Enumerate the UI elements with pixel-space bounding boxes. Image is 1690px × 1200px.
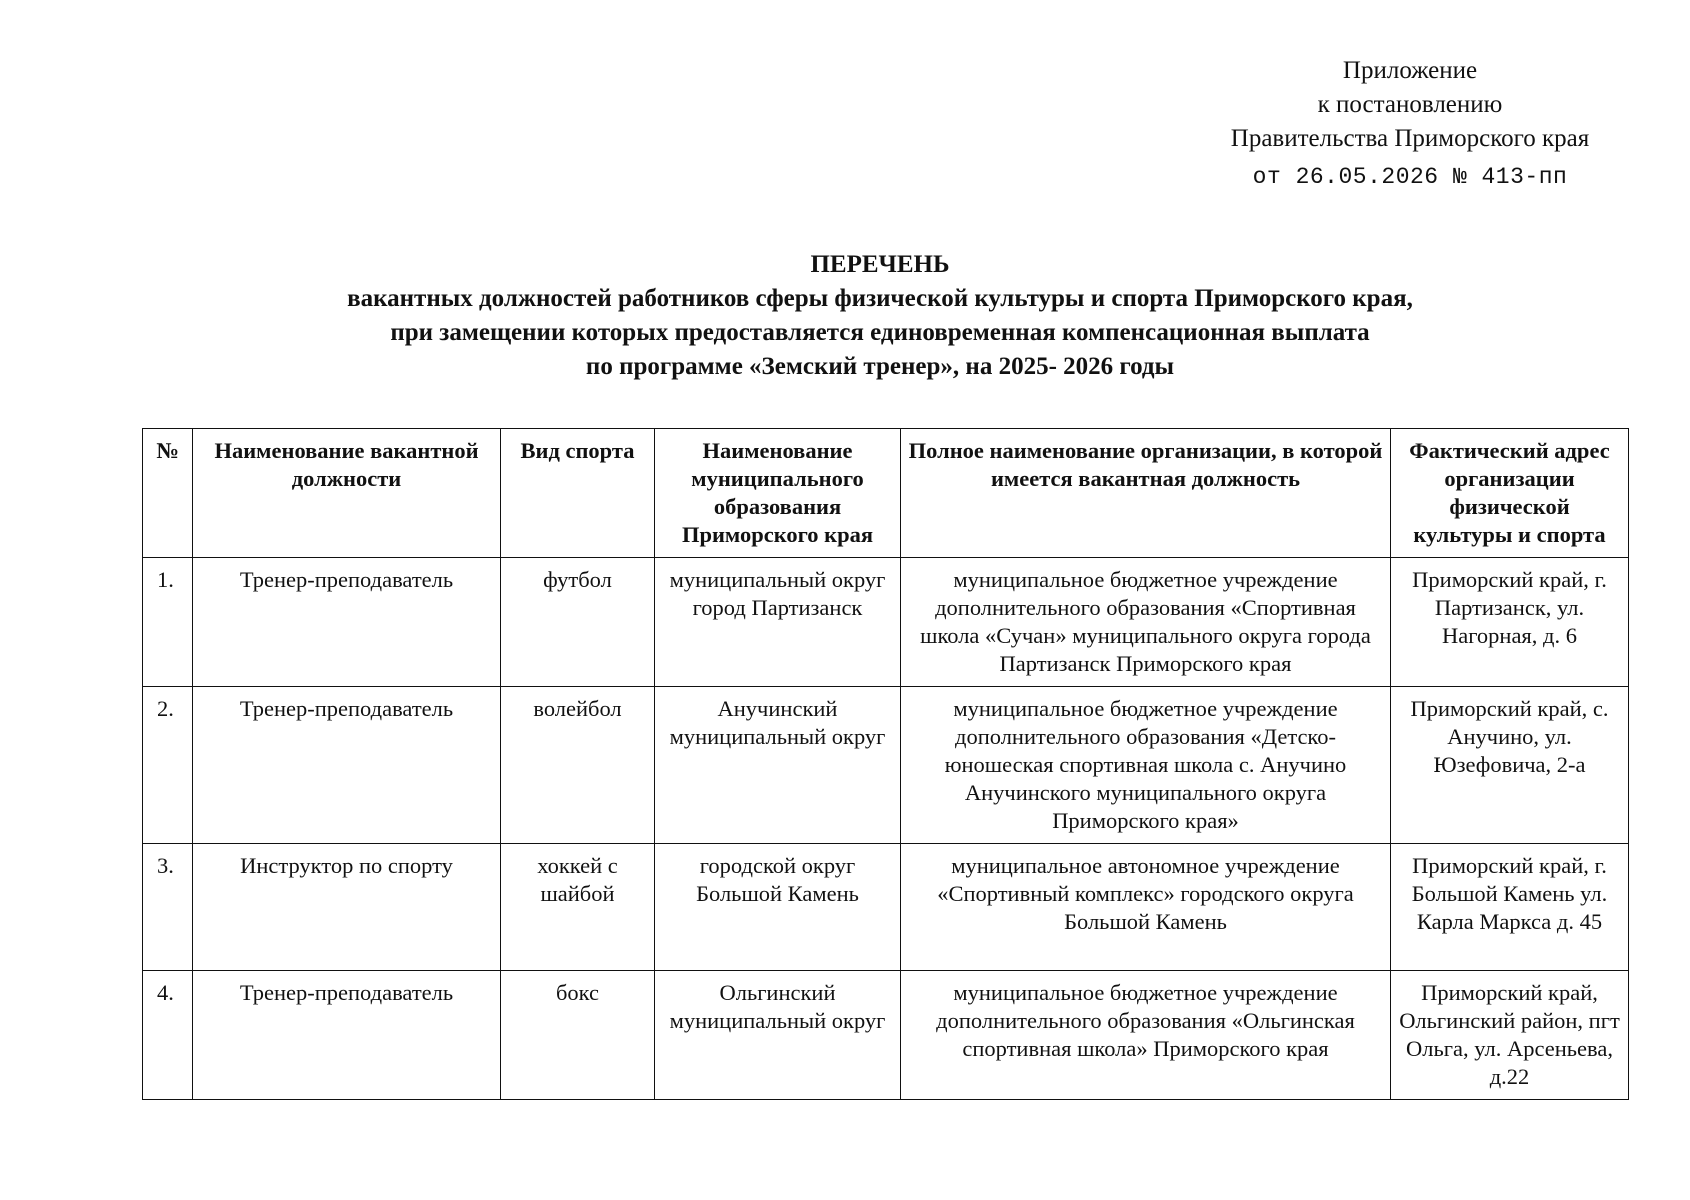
vacancies-table <box>142 428 1629 1100</box>
row-position: Тренер-преподаватель <box>193 687 501 844</box>
row-num: 3. <box>143 844 193 971</box>
title-line-3: по программе «Земский тренер», на 2025- 2026 годы <box>585 353 1175 380</box>
appendix-order-number: от 26.05.2026 № 413-пп <box>1252 164 1568 190</box>
row-sport: волейбол <box>501 687 655 844</box>
header-sport: Вид спорта <box>501 429 655 558</box>
table-row <box>143 558 1629 687</box>
table-row <box>143 687 1629 844</box>
row-address: Приморский край, Ольгинский район, пгт Ольга, ул. Арсеньева, д.22 <box>1391 971 1629 1100</box>
row-organization: муниципальное бюджетное учреждение дополнительного образования «Детско-юношеская спортивная школа с. Анучино Анучинского муниципального округа Приморского края» <box>901 687 1391 844</box>
row-position: Тренер-преподаватель <box>193 558 501 687</box>
title-heading: ПЕРЕЧЕНЬ <box>810 251 950 278</box>
row-position: Тренер-преподаватель <box>193 971 501 1100</box>
row-sport: хоккей с шайбой <box>501 844 655 971</box>
row-address: Приморский край, с. Анучино, ул. Юзефовича, 2-а <box>1391 687 1629 844</box>
table-row <box>143 844 1629 971</box>
row-organization: муниципальное бюджетное учреждение дополнительного образования «Спортивная школа «Сучан» муниципального округа города Партизанск Приморского края <box>901 558 1391 687</box>
header-num: № <box>143 429 193 558</box>
header-position: Наименование вакантной должности <box>193 429 501 558</box>
row-municipality: Анучинский муниципальный округ <box>655 687 901 844</box>
document-title <box>0 248 1690 384</box>
row-sport: бокс <box>501 971 655 1100</box>
row-num: 2. <box>143 687 193 844</box>
row-address: Приморский край, г. Партизанск, ул. Нагорная, д. 6 <box>1391 558 1629 687</box>
row-municipality: муниципальный округ город Партизанск <box>655 558 901 687</box>
row-sport: футбол <box>501 558 655 687</box>
appendix-government-label: Правительства Приморского края <box>1230 125 1590 152</box>
row-address: Приморский край, г. Большой Камень ул. Карла Маркса д. 45 <box>1391 844 1629 971</box>
appendix-header <box>1200 54 1620 194</box>
row-position: Инструктор по спорту <box>193 844 501 971</box>
header-organization: Полное наименование организации, в которой имеется вакантная должность <box>901 429 1391 558</box>
title-line-2: при замещении которых предоставляется единовременная компенсационная выплата <box>390 319 1370 346</box>
appendix-resolution-label: к постановлению <box>1317 91 1503 118</box>
table-header-row <box>143 429 1629 558</box>
table-row <box>143 971 1629 1100</box>
row-num: 4. <box>143 971 193 1100</box>
row-organization: муниципальное бюджетное учреждение дополнительного образования «Ольгинская спортивная школа» Приморского края <box>901 971 1391 1100</box>
appendix-label: Приложение <box>1342 57 1478 84</box>
header-municipality: Наименование муниципального образования Приморского края <box>655 429 901 558</box>
row-organization: муниципальное автономное учреждение «Спортивный комплекс» городского округа Большой Камень <box>901 844 1391 971</box>
header-address: Фактический адрес организации физической культуры и спорта <box>1391 429 1629 558</box>
row-municipality: Ольгинский муниципальный округ <box>655 971 901 1100</box>
title-line-1: вакантных должностей работников сферы физической культуры и спорта Приморского края, <box>347 285 1413 312</box>
row-municipality: городской округ Большой Камень <box>655 844 901 971</box>
row-num: 1. <box>143 558 193 687</box>
